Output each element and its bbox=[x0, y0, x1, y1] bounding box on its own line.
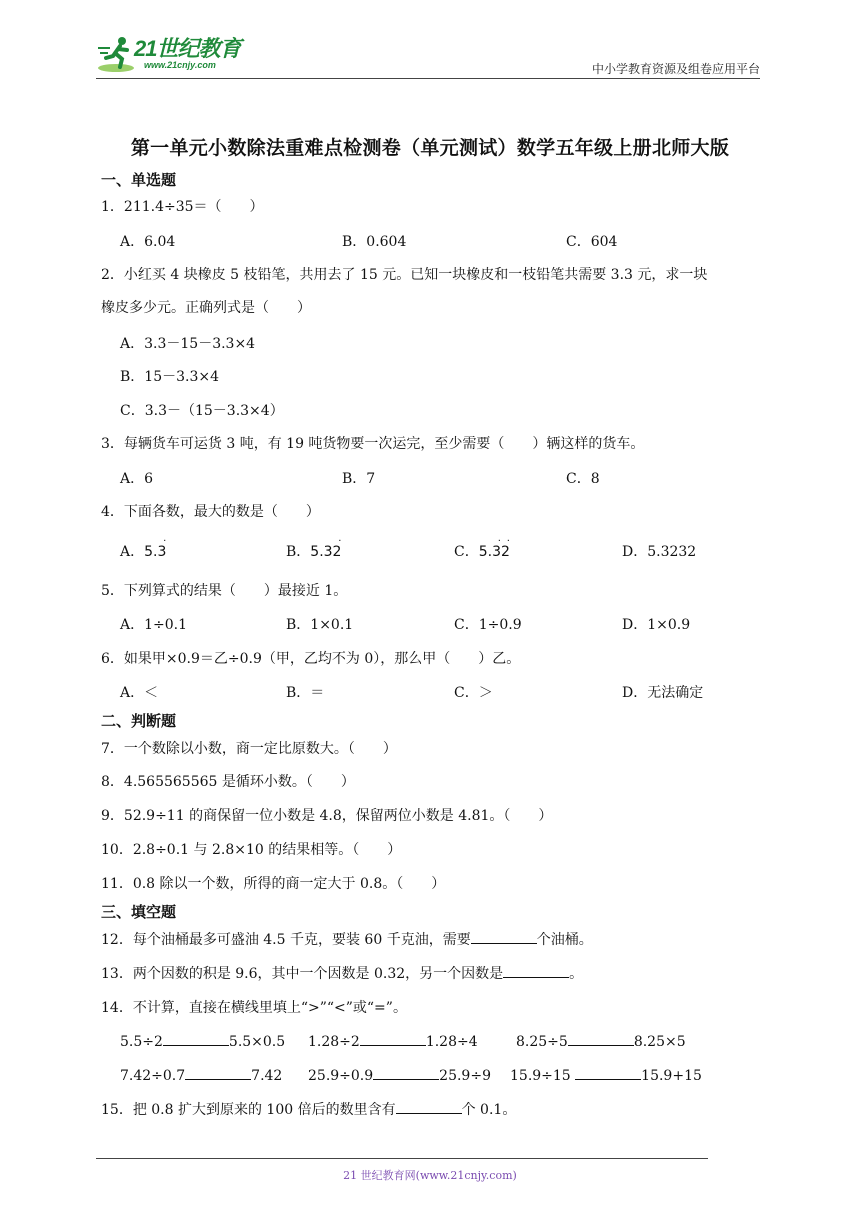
page-header bbox=[96, 30, 760, 78]
question-11: 11．0.8 除以一个数，所得的商一定大于 0.8。（ ） bbox=[101, 876, 446, 892]
q4-option-c-label: C． bbox=[454, 544, 479, 560]
answer-blank[interactable] bbox=[396, 1099, 462, 1114]
q14-item bbox=[308, 1031, 478, 1050]
q13-text: 13．两个因数的积是 9.6，其中一个因数是 0.32，另一个因数是 bbox=[101, 966, 504, 982]
q12-suffix: 个油桶。 bbox=[536, 932, 593, 948]
page-title: 第一单元小数除法重难点检测卷（单元测试）数学五年级上册北师大版 bbox=[130, 137, 730, 159]
answer-blank[interactable] bbox=[163, 1031, 229, 1046]
q5-option-a: A．1÷0.1 bbox=[120, 617, 188, 633]
footer-divider bbox=[96, 1158, 708, 1159]
q6-option-c: C．＞ bbox=[454, 685, 493, 701]
q1-option-b: B．0.604 bbox=[342, 234, 407, 250]
q4-a-digits: 5.3 bbox=[144, 544, 167, 560]
question-13 bbox=[101, 963, 583, 983]
q5-option-b: B．1×0.1 bbox=[286, 617, 354, 633]
q4-option-b-value bbox=[310, 536, 342, 560]
q1-option-c: C．604 bbox=[566, 234, 618, 250]
repeat-dot: · bbox=[497, 536, 501, 547]
q15-suffix: 个 0.1。 bbox=[461, 1102, 517, 1118]
q14-left: 25.9÷0.9 bbox=[308, 1068, 374, 1084]
q4-option-c-value bbox=[478, 536, 510, 560]
q14-left: 7.42÷0.7 bbox=[120, 1068, 186, 1084]
logo-url: www.21cnjy.com bbox=[144, 60, 216, 70]
question-7: 7．一个数除以小数，商一定比原数大。（ ） bbox=[101, 741, 397, 757]
q4-option-a bbox=[120, 536, 167, 561]
q6-option-d: D．无法确定 bbox=[622, 685, 704, 701]
runner-icon bbox=[96, 34, 136, 74]
q14-item bbox=[516, 1031, 686, 1050]
platform-label: 中小学教育资源及组卷应用平台 bbox=[591, 62, 760, 76]
answer-blank[interactable] bbox=[471, 929, 537, 944]
q3-option-b: B．7 bbox=[342, 471, 376, 487]
section-heading-fill-in: 三、填空题 bbox=[101, 903, 177, 921]
q14-right: 8.25×5 bbox=[633, 1034, 686, 1050]
q14-left: 15.9÷15 bbox=[510, 1068, 571, 1084]
answer-blank[interactable] bbox=[185, 1065, 251, 1080]
section-heading-single-choice: 一、单选题 bbox=[101, 171, 177, 189]
q14-left: 5.5÷2 bbox=[120, 1034, 163, 1050]
q14-item bbox=[120, 1065, 282, 1084]
header-divider bbox=[96, 78, 760, 79]
q5-option-c: C．1÷0.9 bbox=[454, 617, 522, 633]
question-3: 3．每辆货车可运货 3 吨，有 19 吨货物要一次运完，至少需要（ ）辆这样的货车。 bbox=[101, 436, 645, 452]
q4-option-b bbox=[286, 536, 342, 561]
question-12 bbox=[101, 929, 593, 949]
q14-left: 8.25÷5 bbox=[516, 1034, 568, 1050]
q14-right: 15.9+15 bbox=[641, 1068, 702, 1084]
repeat-dot: · bbox=[163, 536, 167, 547]
q14-right: 25.9÷9 bbox=[439, 1068, 491, 1084]
answer-blank[interactable] bbox=[503, 963, 569, 978]
q14-item bbox=[120, 1031, 285, 1050]
q14-right: 1.28÷4 bbox=[425, 1034, 478, 1050]
q14-left: 1.28÷2 bbox=[308, 1034, 360, 1050]
question-4: 4．下面各数，最大的数是（ ） bbox=[101, 504, 320, 520]
question-5: 5．下列算式的结果（ ）最接近 1。 bbox=[101, 583, 348, 599]
logo-text: 21世纪教育 bbox=[134, 36, 241, 61]
answer-blank[interactable] bbox=[575, 1065, 641, 1080]
q5-option-d: D．1×0.9 bbox=[622, 617, 691, 633]
question-14: 14．不计算，直接在横线里填上“>”“<”或“=”。 bbox=[101, 1000, 407, 1016]
answer-blank[interactable] bbox=[360, 1031, 426, 1046]
question-2-line1: 2．小红买 4 块橡皮 5 枝铅笔，共用去了 15 元。已知一块橡皮和一枝铅笔共需要 3.3 元，求一块 bbox=[101, 267, 708, 283]
site-logo bbox=[96, 32, 266, 76]
q6-option-b: B．＝ bbox=[286, 685, 325, 701]
question-6: 6．如果甲×0.9＝乙÷0.9（甲，乙均不为 0），那么甲（ ）乙。 bbox=[101, 651, 521, 667]
q13-suffix: 。 bbox=[569, 966, 584, 982]
question-2-line2: 橡皮多少元。正确列式是（ ） bbox=[101, 300, 311, 316]
q14-right: 7.42 bbox=[251, 1068, 283, 1084]
q4-option-c bbox=[454, 536, 510, 561]
q4-c-digits: 5.32 bbox=[478, 544, 510, 560]
question-9: 9．52.9÷11 的商保留一位小数是 4.8，保留两位小数是 4.81。（ ） bbox=[101, 808, 553, 824]
repeat-dot: · bbox=[506, 536, 510, 547]
question-1: 1．211.4÷35＝（ ） bbox=[101, 199, 264, 215]
footer-link[interactable]: 21 世纪教育网(www.21cnjy.com) bbox=[343, 1169, 517, 1182]
q1-option-a: A．6.04 bbox=[120, 234, 176, 250]
repeat-dot: · bbox=[338, 536, 342, 547]
q6-option-a: A．＜ bbox=[120, 685, 159, 701]
answer-blank[interactable] bbox=[568, 1031, 634, 1046]
q14-right: 5.5×0.5 bbox=[228, 1034, 286, 1050]
q12-text: 12．每个油桶最多可盛油 4.5 千克，要装 60 千克油，需要 bbox=[101, 932, 471, 948]
q15-text: 15．把 0.8 扩大到原来的 100 倍后的数里含有 bbox=[101, 1102, 396, 1118]
q4-b-digits: 5.32 bbox=[310, 544, 342, 560]
q4-option-a-label: A． bbox=[120, 544, 145, 560]
q4-option-d: D．5.3232 bbox=[622, 544, 697, 560]
q3-option-a: A．6 bbox=[120, 471, 154, 487]
q2-option-b: B．15－3.3×4 bbox=[120, 369, 220, 385]
section-heading-true-false: 二、判断题 bbox=[101, 712, 177, 730]
q4-option-b-label: B． bbox=[286, 544, 311, 560]
q14-item bbox=[510, 1065, 702, 1084]
question-8: 8．4.565565565 是循环小数。（ ） bbox=[101, 774, 355, 790]
answer-blank[interactable] bbox=[373, 1065, 439, 1080]
q2-option-c: C．3.3－（15－3.3×4） bbox=[120, 403, 284, 419]
q3-option-c: C．8 bbox=[566, 471, 600, 487]
q2-option-a: A．3.3－15－3.3×4 bbox=[120, 336, 256, 352]
question-10: 10．2.8÷0.1 与 2.8×10 的结果相等。（ ） bbox=[101, 842, 402, 858]
q14-item bbox=[308, 1065, 491, 1084]
q4-option-a-value bbox=[144, 536, 167, 560]
question-15 bbox=[101, 1099, 516, 1119]
